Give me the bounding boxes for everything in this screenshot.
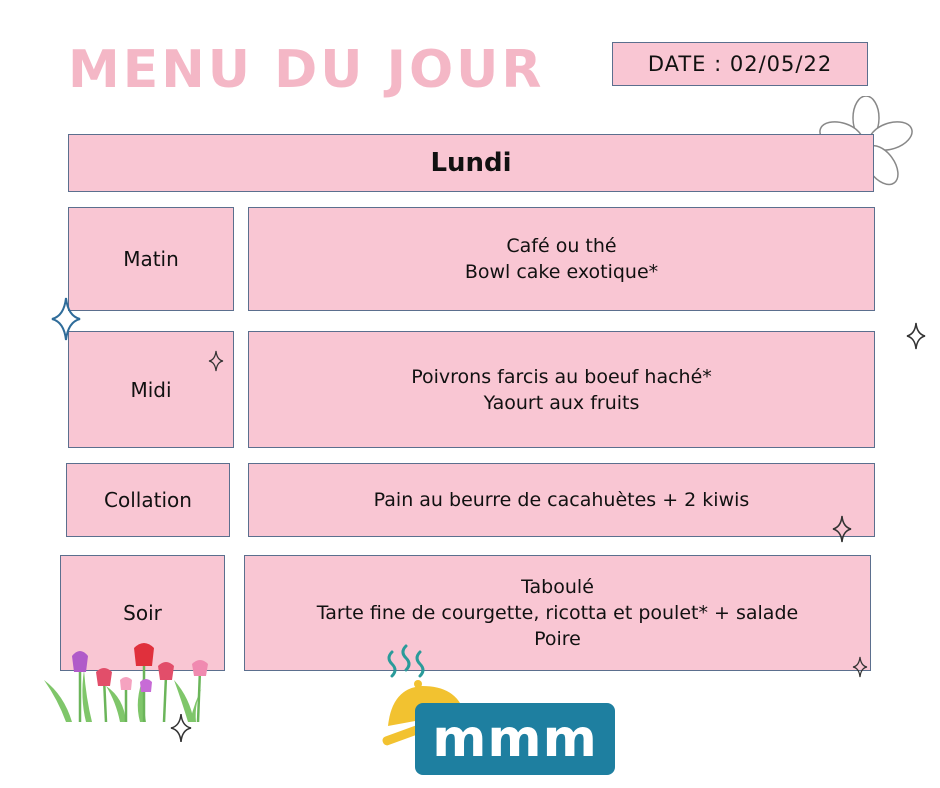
meal-content-matin: Café ou thé Bowl cake exotique* (248, 207, 875, 311)
page-title: MENU DU JOUR (68, 40, 545, 100)
mmm-logo: mmm (415, 703, 615, 775)
sparkle-icon (852, 656, 868, 678)
tulips-illustration (44, 640, 214, 724)
day-header: Lundi (68, 134, 874, 192)
meal-label-collation: Collation (66, 463, 230, 537)
meal-content-soir: Taboulé Tarte fine de courgette, ricotta et poulet* + salade Poire (244, 555, 871, 671)
sparkle-icon (208, 350, 224, 372)
meal-content-midi: Poivrons farcis au boeuf haché* Yaourt aux fruits (248, 331, 875, 448)
sparkle-icon (906, 322, 926, 350)
meal-label-midi: Midi (68, 331, 234, 448)
meal-label-matin: Matin (68, 207, 234, 311)
date-box: DATE : 02/05/22 (612, 42, 868, 86)
sparkle-icon (50, 296, 82, 342)
meal-content-collation: Pain au beurre de cacahuètes + 2 kiwis (248, 463, 875, 537)
sparkle-icon (832, 515, 852, 543)
meal-label-soir: Soir (60, 555, 225, 671)
